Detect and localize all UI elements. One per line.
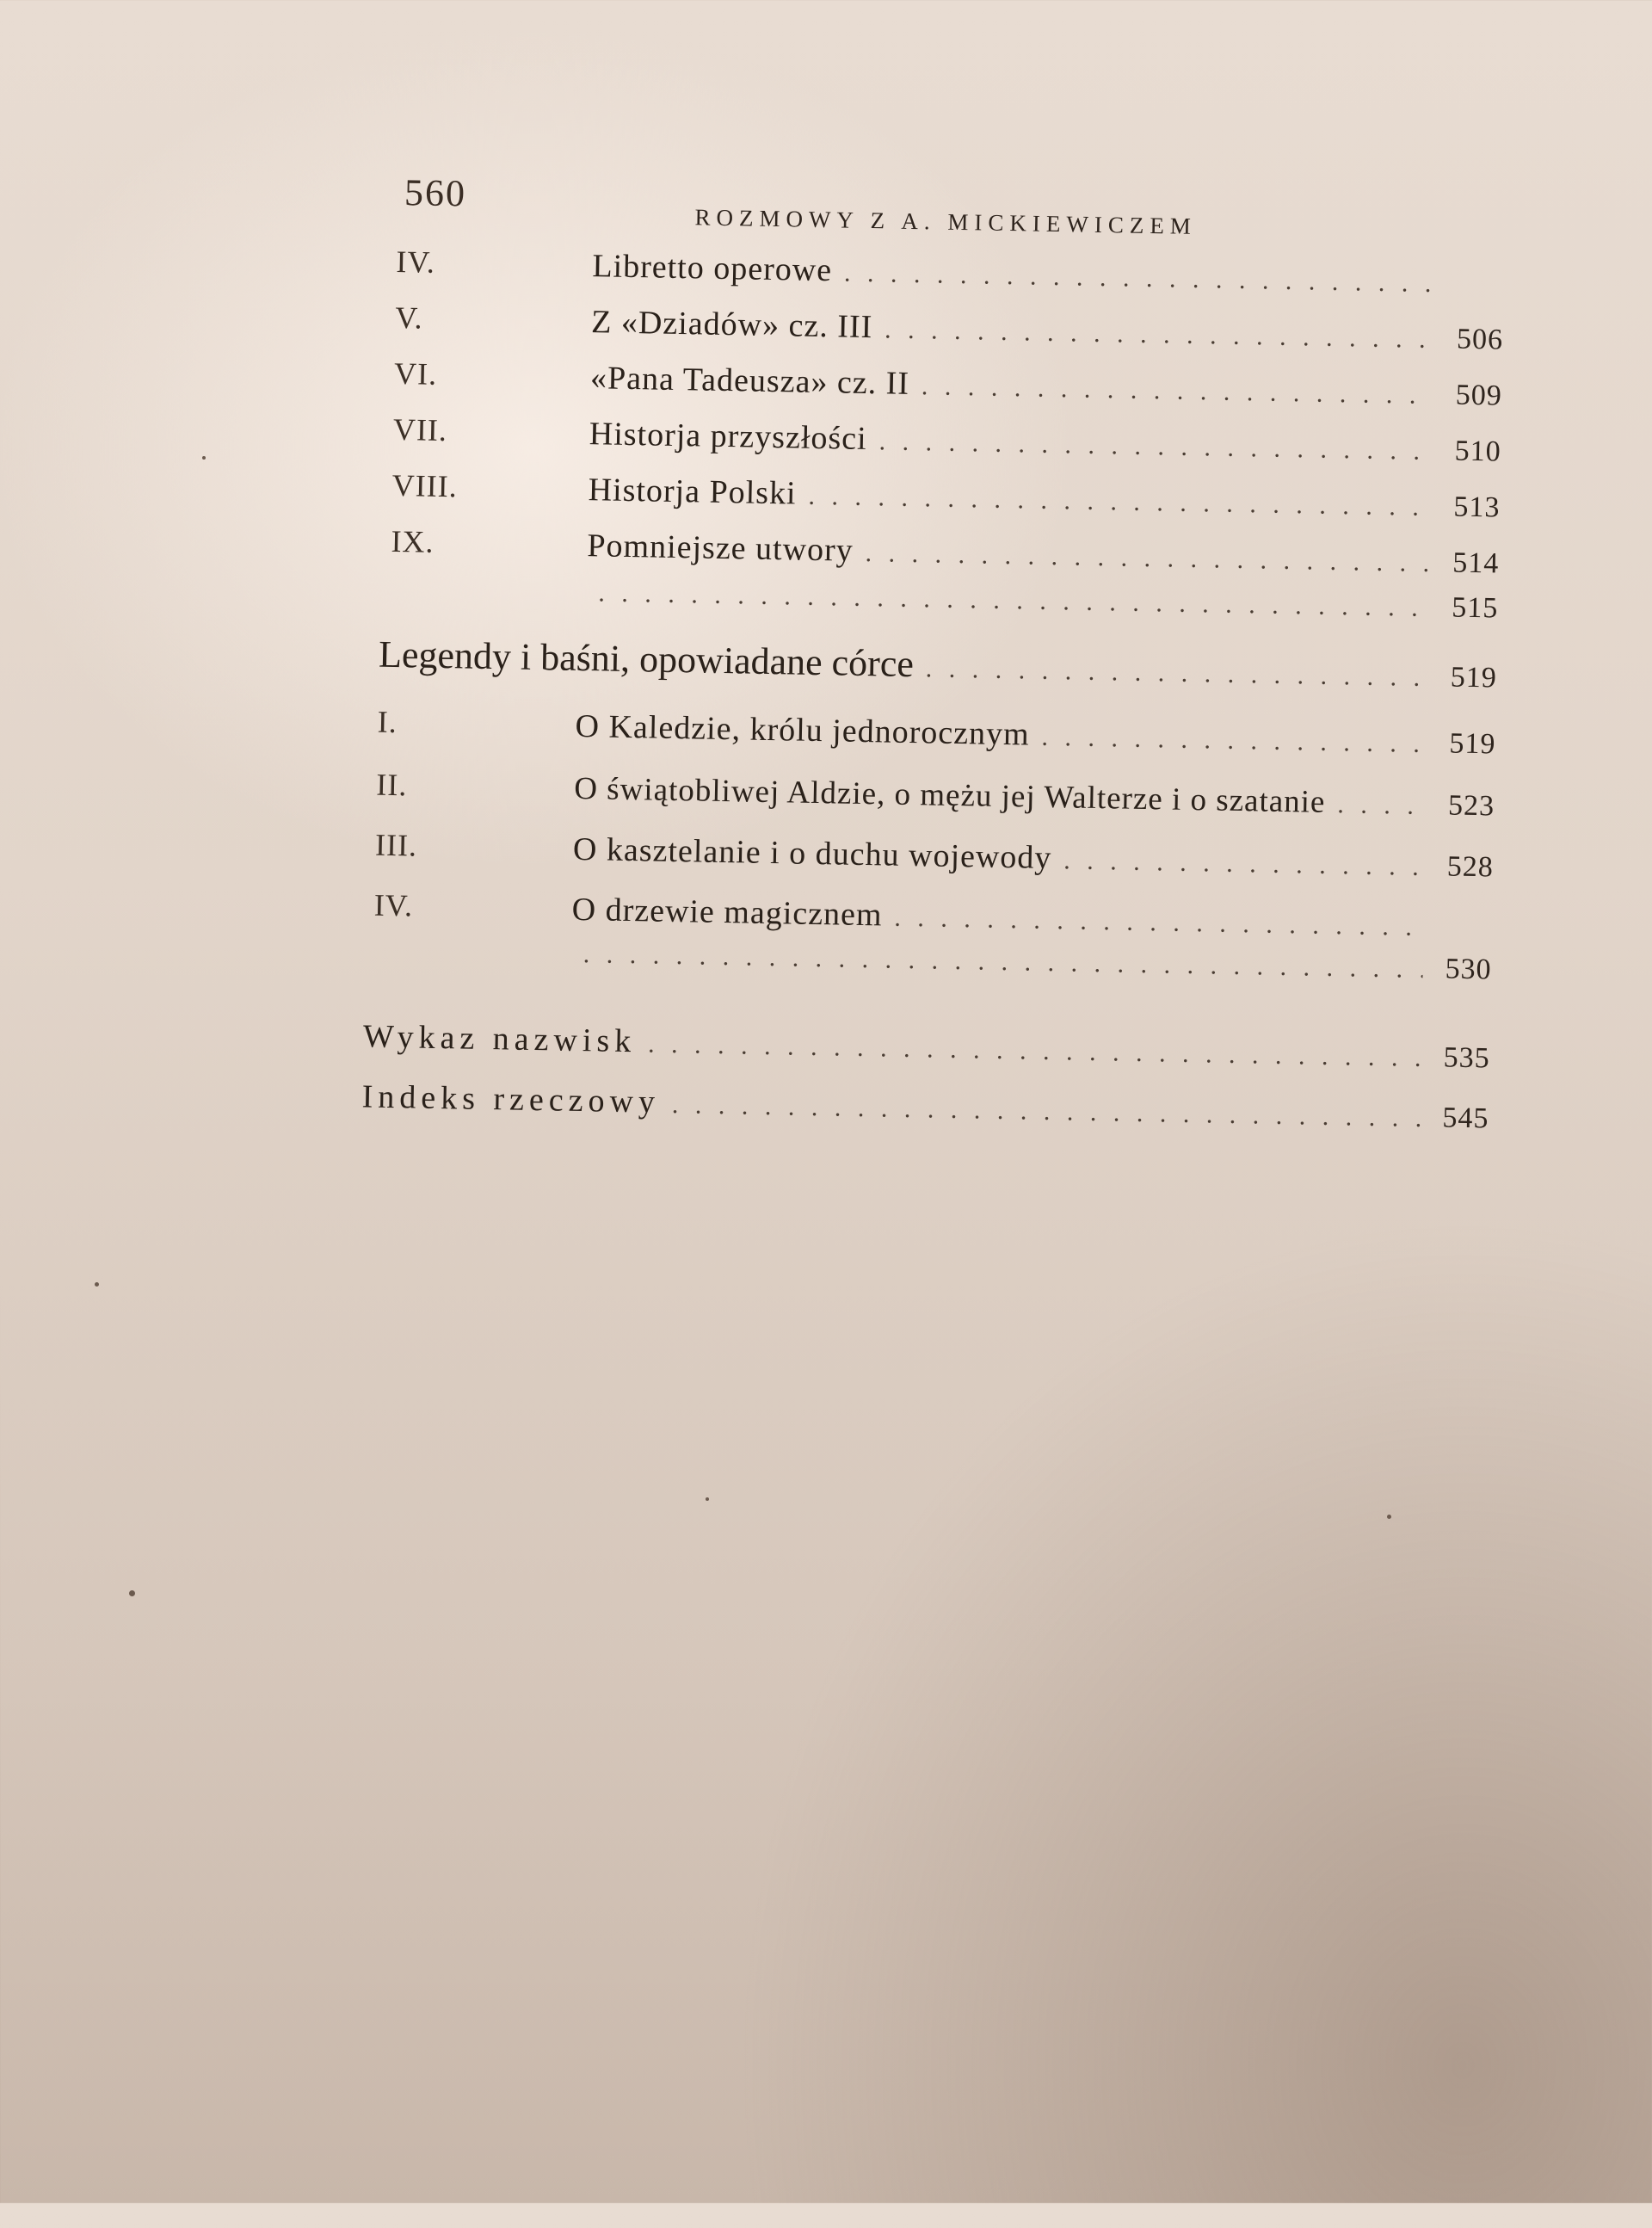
toc-roman-numeral: VI. <box>393 355 438 392</box>
toc-entry-title: Historja Polski <box>588 472 797 512</box>
toc-entry-page: 519 <box>1449 727 1496 761</box>
toc-entry[interactable] <box>571 891 1493 946</box>
toc-entry-page: 523 <box>1447 789 1495 823</box>
paper-speck <box>706 1497 709 1501</box>
toc-entry-title: Historja przyszłości <box>589 416 868 458</box>
toc-entry-page: 528 <box>1446 850 1495 884</box>
toc-entry[interactable] <box>587 527 1500 581</box>
toc-entry-page <box>1435 292 1504 293</box>
toc-entry[interactable] <box>591 303 1504 357</box>
toc-roman-numeral: I. <box>377 704 398 740</box>
toc-entry-title: Z «Dziadów» cz. III <box>590 304 873 346</box>
toc-roman-numeral: V. <box>394 299 424 336</box>
dot-leader <box>586 578 1429 623</box>
toc-entry-title: O Kaledzie, królu jednorocznym <box>575 707 1030 753</box>
page-number: 560 <box>404 171 467 215</box>
dot-leader <box>636 1029 1421 1073</box>
dot-leader <box>832 258 1436 299</box>
running-head: ROZMOWY Z A. MICKIEWICZEM <box>694 204 1198 239</box>
toc-roman-numeral: VIII. <box>391 467 459 504</box>
appendix-title: Wykaz nazwisk <box>362 1018 637 1060</box>
toc-entry-page <box>1423 935 1492 936</box>
toc-entry-page: 530 <box>1445 953 1492 986</box>
toc-entry-title: O kasztelanie i o duchu wojewody <box>572 830 1052 877</box>
toc-roman-numeral: II. <box>375 767 408 803</box>
dot-leader <box>1051 846 1425 882</box>
toc-entry[interactable] <box>592 247 1505 301</box>
toc-appendix-entry[interactable] <box>361 1077 1489 1136</box>
toc-entry-title: O drzewie magicznem <box>571 891 883 934</box>
toc-entry-page: 510 <box>1454 435 1501 468</box>
toc-roman-numeral: IV. <box>396 244 436 280</box>
section-page: 519 <box>1450 661 1498 694</box>
toc-appendix-entry[interactable] <box>363 1017 1491 1076</box>
toc-continuation <box>570 937 1492 987</box>
toc-entry-page: 506 <box>1456 323 1504 356</box>
paper-speck <box>129 1590 135 1596</box>
dot-leader <box>872 315 1434 355</box>
section-title: Legendy i baśni, opowiadane córce <box>378 633 915 686</box>
paper-speck <box>95 1282 99 1287</box>
toc-entry[interactable] <box>575 707 1496 762</box>
toc-continuation <box>586 576 1499 625</box>
toc-entry[interactable] <box>574 770 1495 824</box>
paper-speck <box>1387 1515 1391 1519</box>
appendix-page: 545 <box>1442 1102 1489 1135</box>
dot-leader <box>570 940 1422 984</box>
toc-entry-title: O świątobliwej Aldzie, o mężu jej Walterze i o szatanie <box>573 770 1326 820</box>
appendix-page: 535 <box>1443 1041 1491 1075</box>
toc-entry-title: Libretto operowe <box>592 248 833 289</box>
toc-roman-numeral: VII. <box>392 411 448 448</box>
dot-leader <box>882 903 1424 942</box>
toc-entry[interactable] <box>588 471 1501 525</box>
toc-entry-title: Pomniejsze utwory <box>587 528 854 569</box>
dot-leader <box>909 372 1433 410</box>
paper-speck <box>202 456 206 460</box>
dot-leader <box>1029 723 1427 759</box>
dot-leader <box>853 539 1430 578</box>
toc-entry[interactable] <box>590 359 1503 413</box>
toc-roman-numeral: IX. <box>391 523 435 559</box>
toc-entry-title: «Pana Tadeusza» cz. II <box>589 360 910 402</box>
toc-entry[interactable] <box>589 415 1501 469</box>
dot-leader <box>1325 790 1426 821</box>
toc-entry-page: 514 <box>1452 546 1500 580</box>
dot-leader <box>660 1090 1421 1133</box>
dot-leader <box>866 427 1433 466</box>
dot-leader <box>796 482 1432 523</box>
toc-entry-page: 513 <box>1453 491 1501 524</box>
toc-entry-page: 509 <box>1455 379 1503 412</box>
toc-roman-numeral: IV. <box>373 887 414 923</box>
toc-roman-numeral: III. <box>374 827 418 863</box>
toc-section[interactable] <box>379 633 1498 697</box>
dot-leader <box>913 654 1428 693</box>
toc-entry[interactable] <box>573 830 1495 886</box>
toc-entry-page: 515 <box>1451 591 1499 625</box>
appendix-title: Indeks rzeczowy <box>361 1078 661 1120</box>
